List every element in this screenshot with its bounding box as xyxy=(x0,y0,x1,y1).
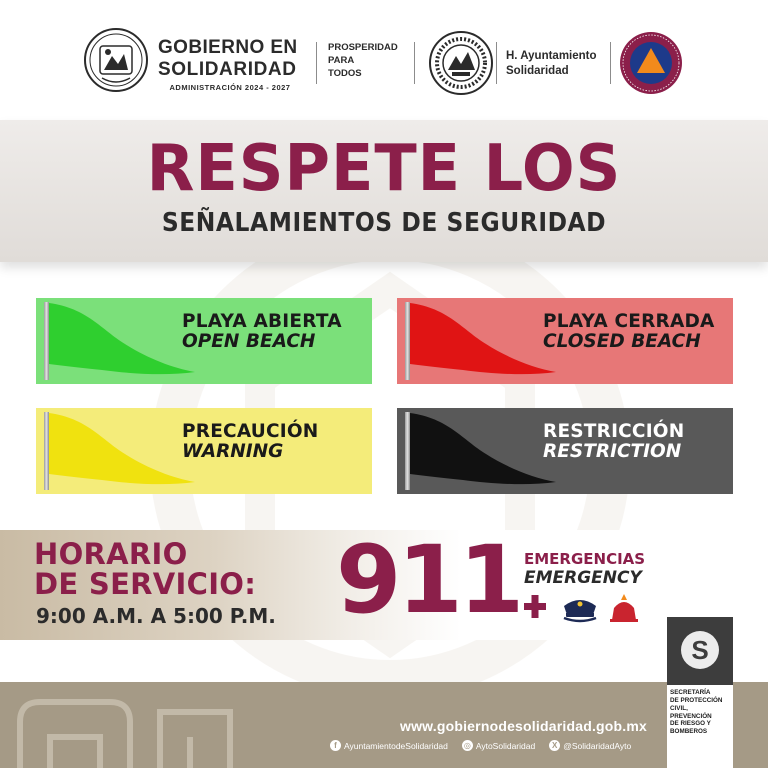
badge-line: DE PROTECCIÓN xyxy=(670,696,723,704)
emergency-label-es: EMERGENCIAS xyxy=(524,550,646,568)
flag-card-restriction xyxy=(397,408,733,494)
flag-label xyxy=(543,422,684,463)
x-icon: X xyxy=(549,740,560,751)
firefighter-helmet-icon xyxy=(610,594,638,622)
flag-card-warning xyxy=(36,408,372,494)
page-title: RESPETE LOS xyxy=(146,132,622,206)
flag-label xyxy=(182,422,318,463)
motto-line: PARA xyxy=(328,54,355,66)
gov-wordmark xyxy=(158,38,302,92)
header xyxy=(0,0,768,118)
red-flag-icon xyxy=(408,300,558,382)
emergency-label-en: EMERGENCY xyxy=(524,568,642,588)
gov-title-line1: GOBIERNO EN xyxy=(158,37,298,58)
flag-label-es: PRECAUCIÓN xyxy=(182,421,319,442)
x-link[interactable] xyxy=(549,740,631,751)
flag-label-en: RESTRICTION xyxy=(543,441,682,463)
service-hours-title xyxy=(34,537,257,601)
flag-card-closed-beach xyxy=(397,298,733,384)
instagram-handle: AytoSolidaridad xyxy=(475,740,536,751)
instagram-link[interactable] xyxy=(462,740,535,751)
service-title-line2: DE SERVICIO: xyxy=(34,566,257,601)
badge-line: BOMBEROS xyxy=(670,728,708,736)
ayuntamiento-line1: H. Ayuntamiento xyxy=(506,50,597,62)
administration-period: ADMINISTRACIÓN 2024 - 2027 xyxy=(169,83,291,92)
gobierno-seal-logo xyxy=(82,26,150,94)
badge-line: CIVIL, xyxy=(670,704,688,712)
social-links xyxy=(330,740,631,751)
police-cap-icon xyxy=(564,600,596,621)
flag-label-en: WARNING xyxy=(182,441,284,463)
header-divider xyxy=(610,42,611,84)
flag-label-en: OPEN BEACH xyxy=(182,331,316,353)
badge-top xyxy=(667,617,733,685)
facebook-link[interactable] xyxy=(330,740,448,751)
header-divider xyxy=(496,42,497,84)
badge-line: DE RIESGO Y xyxy=(670,720,711,728)
badge-line: PREVENCIÓN xyxy=(670,712,712,720)
page-subtitle: SEÑALAMIENTOS DE SEGURIDAD xyxy=(161,208,607,238)
flag-label xyxy=(543,312,715,353)
flag-label-en: CLOSED BEACH xyxy=(543,331,701,353)
ayuntamiento-seal-logo xyxy=(428,30,494,96)
flag-label-es: PLAYA CERRADA xyxy=(543,311,715,332)
badge-line: SECRETARÍA xyxy=(670,689,711,696)
flag-card-open-beach xyxy=(36,298,372,384)
motto xyxy=(328,42,408,80)
x-handle: @SolidaridadAyto xyxy=(563,740,632,751)
flag-label-es: RESTRICCIÓN xyxy=(543,421,685,442)
medical-cross-icon xyxy=(524,595,546,618)
badge-letter: S xyxy=(681,631,719,669)
footer xyxy=(0,682,768,768)
facebook-icon: f xyxy=(330,740,341,751)
emergency-icons xyxy=(524,590,654,626)
badge-bottom xyxy=(667,685,733,768)
flag-label-es: PLAYA ABIERTA xyxy=(182,311,342,332)
service-band xyxy=(0,526,768,640)
emergency-number: 911 xyxy=(336,526,521,635)
motto-line: TODOS xyxy=(328,67,362,79)
service-hours: 9:00 A.M. A 5:00 P.M. xyxy=(36,604,276,628)
secretaria-badge xyxy=(667,617,733,768)
footer-decoration xyxy=(0,682,300,768)
title-band xyxy=(0,120,768,262)
header-divider xyxy=(316,42,317,84)
flag-label xyxy=(182,312,342,353)
header-divider xyxy=(414,42,415,84)
instagram-icon: ◎ xyxy=(462,740,473,751)
service-title-line1: HORARIO xyxy=(34,537,188,571)
motto-line: PROSPERIDAD xyxy=(328,42,398,53)
ayuntamiento-line2: Solidaridad xyxy=(506,64,569,77)
gov-title-line2: SOLIDARIDAD xyxy=(158,59,297,80)
facebook-handle: AyuntamientodeSolidaridad xyxy=(344,740,448,751)
website-link[interactable]: www.gobiernodesolidaridad.gob.mx xyxy=(400,718,648,734)
ayuntamiento-name xyxy=(506,49,597,79)
yellow-flag-icon xyxy=(47,410,197,492)
black-flag-icon xyxy=(408,410,558,492)
green-flag-icon xyxy=(47,300,197,382)
proteccion-civil-logo xyxy=(618,30,684,96)
